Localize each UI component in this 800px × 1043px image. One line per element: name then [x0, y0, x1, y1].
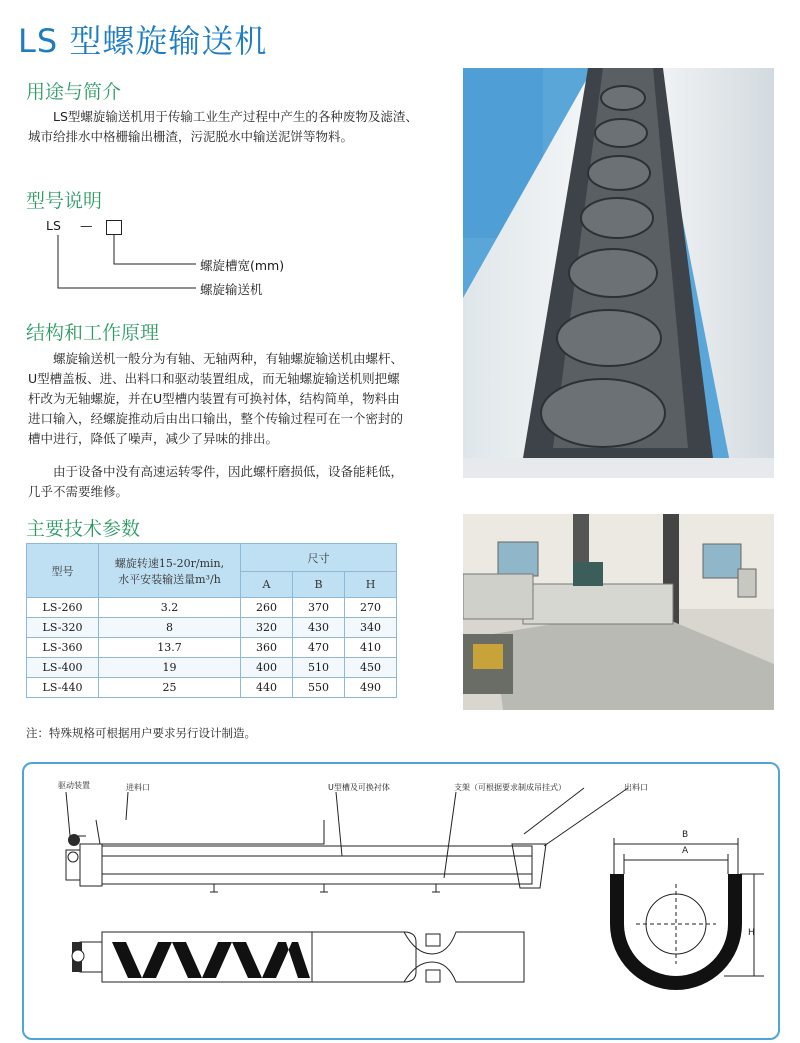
col-size-header: 尺寸: [241, 544, 397, 572]
cell-flow: 25: [99, 678, 241, 698]
dim-b-label: B: [682, 830, 689, 840]
model-label-width: 螺旋槽宽(mm): [200, 258, 285, 273]
dim-h-label: H: [748, 928, 755, 938]
cell-b: 510: [293, 658, 345, 678]
drawing-lines: [24, 764, 778, 1038]
cell-flow: 13.7: [99, 638, 241, 658]
label-support: 支架（可根据要求制成吊挂式）: [454, 783, 566, 792]
cell-a: 440: [241, 678, 293, 698]
cell-flow: 8: [99, 618, 241, 638]
cell-b: 470: [293, 638, 345, 658]
table-row: [27, 658, 397, 678]
label-trough: U型槽及可换衬体: [328, 783, 390, 792]
model-diagram: [40, 218, 340, 300]
params-heading: 主要技术参数: [26, 518, 141, 540]
col-b-header: B: [293, 572, 345, 598]
table-row: [27, 678, 397, 698]
cell-b: 550: [293, 678, 345, 698]
model-leader-lines: [40, 218, 340, 300]
model-dash: —: [80, 218, 93, 233]
usage-heading: 用途与简介: [26, 81, 122, 103]
structure-heading: 结构和工作原理: [26, 322, 160, 344]
label-outlet: 出料口: [624, 783, 648, 792]
usage-text: LS型螺旋输送机用于传输工业生产过程中产生的各种废物及滤渣、城市给排水中格栅输出栅渣，污泥脱水中输送泥饼等物料。: [28, 109, 418, 144]
col-speed-line2: 水平安装输送量m³/h: [118, 572, 221, 586]
cell-h: 340: [345, 618, 397, 638]
dim-a-label: A: [682, 846, 689, 856]
page-title: LS 型螺旋输送机: [18, 22, 268, 60]
label-inlet: 进料口: [126, 783, 150, 792]
cell-h: 490: [345, 678, 397, 698]
cell-model: LS-400: [27, 658, 99, 678]
cell-b: 430: [293, 618, 345, 638]
cell-h: 410: [345, 638, 397, 658]
cell-model: LS-440: [27, 678, 99, 698]
cell-a: 400: [241, 658, 293, 678]
cell-model: LS-320: [27, 618, 99, 638]
cell-a: 260: [241, 598, 293, 618]
cell-h: 270: [345, 598, 397, 618]
model-code: LS: [46, 218, 61, 233]
cell-a: 320: [241, 618, 293, 638]
installation-photo: [463, 514, 774, 710]
cell-b: 370: [293, 598, 345, 618]
cell-h: 450: [345, 658, 397, 678]
technical-drawing: [22, 762, 780, 1040]
label-drive: 驱动装置: [58, 781, 90, 790]
col-speed-header: [99, 544, 241, 598]
col-speed-line1: 螺旋转速15-20r/min,: [114, 556, 225, 570]
spec-table: [26, 543, 397, 698]
table-row: [27, 598, 397, 618]
cell-model: LS-260: [27, 598, 99, 618]
table-row: [27, 618, 397, 638]
cell-model: LS-360: [27, 638, 99, 658]
table-note: 注：特殊规格可根据用户要求另行设计制造。: [26, 726, 256, 740]
screw-trough-photo: [463, 68, 774, 478]
structure-text-1: 螺旋输送机一般分为有轴、无轴两种，有轴螺旋输送机由螺杆、U型槽盖板、进、出料口和驱动装置组成，而无轴螺旋输送机则把螺杆改为无轴螺旋，并在U型槽内装置有可换衬体，结构简单，物料由进口输入，经螺旋推动后由出口输出，整个传输过程可在一个密封的槽中进行，降低了噪声，减少了异味的排出。: [28, 351, 404, 446]
structure-text-2: 由于设备中没有高速运转零件，因此螺杆磨损低，设备能耗低，几乎不需要维修。: [28, 464, 404, 499]
cell-flow: 3.2: [99, 598, 241, 618]
cell-a: 360: [241, 638, 293, 658]
model-label-machine: 螺旋输送机: [200, 282, 263, 297]
cell-flow: 19: [99, 658, 241, 678]
col-h-header: H: [345, 572, 397, 598]
model-heading: 型号说明: [26, 190, 103, 212]
table-row: [27, 638, 397, 658]
col-a-header: A: [241, 572, 293, 598]
col-model-header: 型号: [27, 544, 99, 598]
